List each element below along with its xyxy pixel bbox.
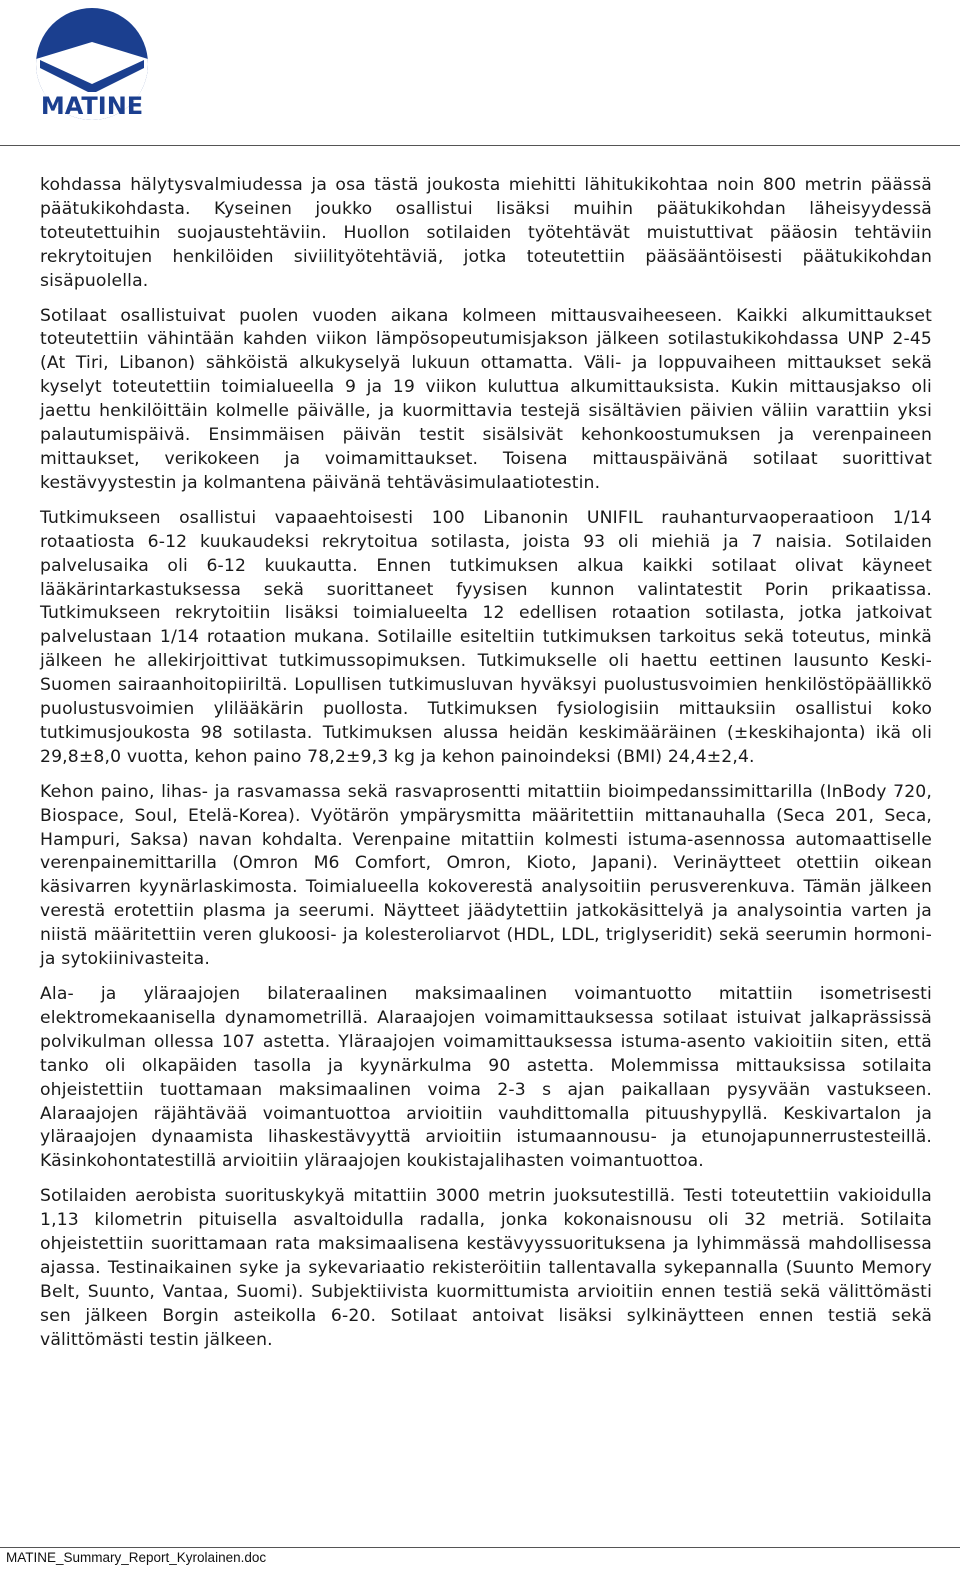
matine-logo — [22, 2, 162, 120]
footer-filename: MATINE_Summary_Report_Kyrolainen.doc — [6, 1550, 267, 1565]
header-divider — [0, 145, 960, 146]
footer-divider — [0, 1547, 960, 1548]
page-header — [0, 0, 960, 148]
document-body — [40, 174, 932, 1364]
paragraph-2: Sotilaat osallistuivat puolen vuoden aikana kolmeen mittausvaiheeseen. Kaikki alkumittaukset toteutettiin vähintään kahden viikon lämpösopeutumisjakson jälkeen sotilastukikohdassa UNP 2-45 (At Tiri, Libanon) sähköistä alkukyselyä lukuun ottamatta. Väli- ja loppuvaiheen mittaukset sekä kyselyt toteutettiin toimialueella 9 ja 19 viikon kuluttua alkumittauksista. Kukin mittausjakso oli jaettu henkilöittäin kolmelle päivälle, ja kuormittavia testejä sisältävien päivien väliin varattiin yksi palautumispäivä. Ensimmäisen päivän testit sisälsivät kehonkoostumuksen ja verenpaineen mittaukset, verikokeen ja voimamittaukset. Toisena mittauspäivänä sotilaat suorittivat kestävyystestin ja kolmantena päivänä tehtäväsimulaatiotestin. — [40, 305, 932, 493]
paragraph-3: Tutkimukseen osallistui vapaaehtoisesti 100 Libanonin UNIFIL rauhanturvaoperaatioon 1/14 rotaatiosta 6-12 kuukaudeksi rekrytoitua sotilasta, joista 93 oli miehiä ja 7 naisia. Sotilaiden palvelusaika oli 6-12 kuukautta. Ennen tutkimuksen alkua kaikki sotilaat olivat käyneet lääkärintarkastuksessa sekä suorittaneet fyysisen kunnon valintatestit Porin prikaatissa. Tutkimukseen rekrytoitiin lisäksi toimialueelta 12 edellisen rotaation sotilasta, jotka jatkoivat palvelustaan 1/14 rotaation mukana. Sotilaille esiteltiin tutkimuksen tarkoitus sekä toteutus, minkä jälkeen he allekirjoittivat tutkimussopimuksen. Tutkimukselle oli haettu eettinen lausunto Keski-Suomen sairaanhoitopiiriltä. Lopullisen tutkimusluvan hyväksyi puolustusvoimien henkilöstöpäällikkö puolustusvoimien ylilääkärin puollosta. Tutkimuksen fysiologisiin mittauksiin osallistui koko tutkimusjoukosta 98 sotilasta. Tutkimuksen alussa heidän keskimääräinen (±keskihajonta) ikä oli 29,8±8,0 vuotta, kehon paino 78,2±9,3 kg ja kehon painoindeksi (BMI) 24,4±2,4. — [40, 507, 932, 767]
paragraph-5: Ala- ja yläraajojen bilateraalinen maksimaalinen voimantuotto mitattiin isometrisesti elektromekaanisella dynamometrillä. Alaraajojen voimamittauksessa sotilaat istuivat jalkaprässissä polvikulman ollessa 107 astetta. Yläraajojen voimamittauksessa istuma-asento vakioitiin siten, että tanko oli olkapäiden tasolla ja kyynärkulma 90 astetta. Molemmissa mittauksissa sotilaita ohjeistettiin tuottamaan maksimaalinen voima 2-3 s ajan paikallaan pysyvään vastukseen. Alaraajojen räjähtävää voimantuottoa arvioitiin vauhdittomalla pituushypyllä. Keskivartalon ja yläraajojen dynaamista lihaskestävyyttä arvioitiin istumaannousu- ja etunojapunnerrustesteillä. Käsinkohontatestillä arvioitiin yläraajojen koukistajalihasten voimantuottoa. — [40, 984, 932, 1172]
paragraph-4: Kehon paino, lihas- ja rasvamassa sekä rasvaprosentti mitattiin bioimpedanssimittarilla (InBody 720, Biospace, Soul, Etelä-Korea). Vyötärön ympärysmitta määritettiin mittanauhalla (Seca 201, Seca, Hampuri, Saksa) navan kohdalta. Verenpaine mitattiin kolmesti istuma-asennossa automaattiselle verenpainemittarilla (Omron M6 Comfort, Omron, Kioto, Japani). Verinäytteet otettiin oikean käsivarren kyynärlaskimosta. Toimialueella kokoverestä analysoitiin perusverenkuva. Tämän jälkeen verestä erotettiin plasma ja seerumi. Näytteet jäädytettiin jatkokäsittelyä ja analysointia varten ja niistä määritettiin veren glukoosi- ja kolesteroliarvot (HDL, LDL, triglyseridit) sekä seerumin hormoni- ja sytokiinivasteita. — [40, 781, 932, 970]
paragraph-1: kohdassa hälytysvalmiudessa ja osa tästä joukosta miehitti lähitukikohtaa noin 800 metrin päässä päätukikohdasta. Kyseinen joukko osallistui lisäksi muihin päätukikohdan läheisyydessä toteutettuihin suojaustehtäviin. Huollon sotilaiden työtehtävät muistuttivat pääosin tehtäviin rekrytoitujen henkilöiden siviilityötehtäviä, jotka toteutettiin pääsääntöisesti päätukikohdan sisäpuolella. — [40, 175, 932, 291]
svg-text:MATINE: MATINE — [40, 92, 144, 120]
paragraph-6: Sotilaiden aerobista suorituskykyä mitattiin 3000 metrin juoksutestillä. Testi toteutettiin vakioidulla 1,13 kilometrin pituisella asvaltoidulla radalla, jonka kokonaisnousu oli 32 metriä. Sotilaita ohjeistettiin suorittamaan rata maksimaalisena kestävyyssuorituksena ja lyhimmässä mahdollisessa ajassa. Testinaikainen syke ja sykevariaatio rekisteröitiin tallentavalla sykepannalla (Suunto Memory Belt, Suunto, Vantaa, Suomi). Subjektiivista kuormittumista arvioitiin ennen testiä sekä välittömästi sen jälkeen Borgin asteikolla 6-20. Sotilaat antoivat lisäksi sylkinäytteen ennen testiä sekä välittömästi testin jälkeen. — [40, 1186, 932, 1350]
